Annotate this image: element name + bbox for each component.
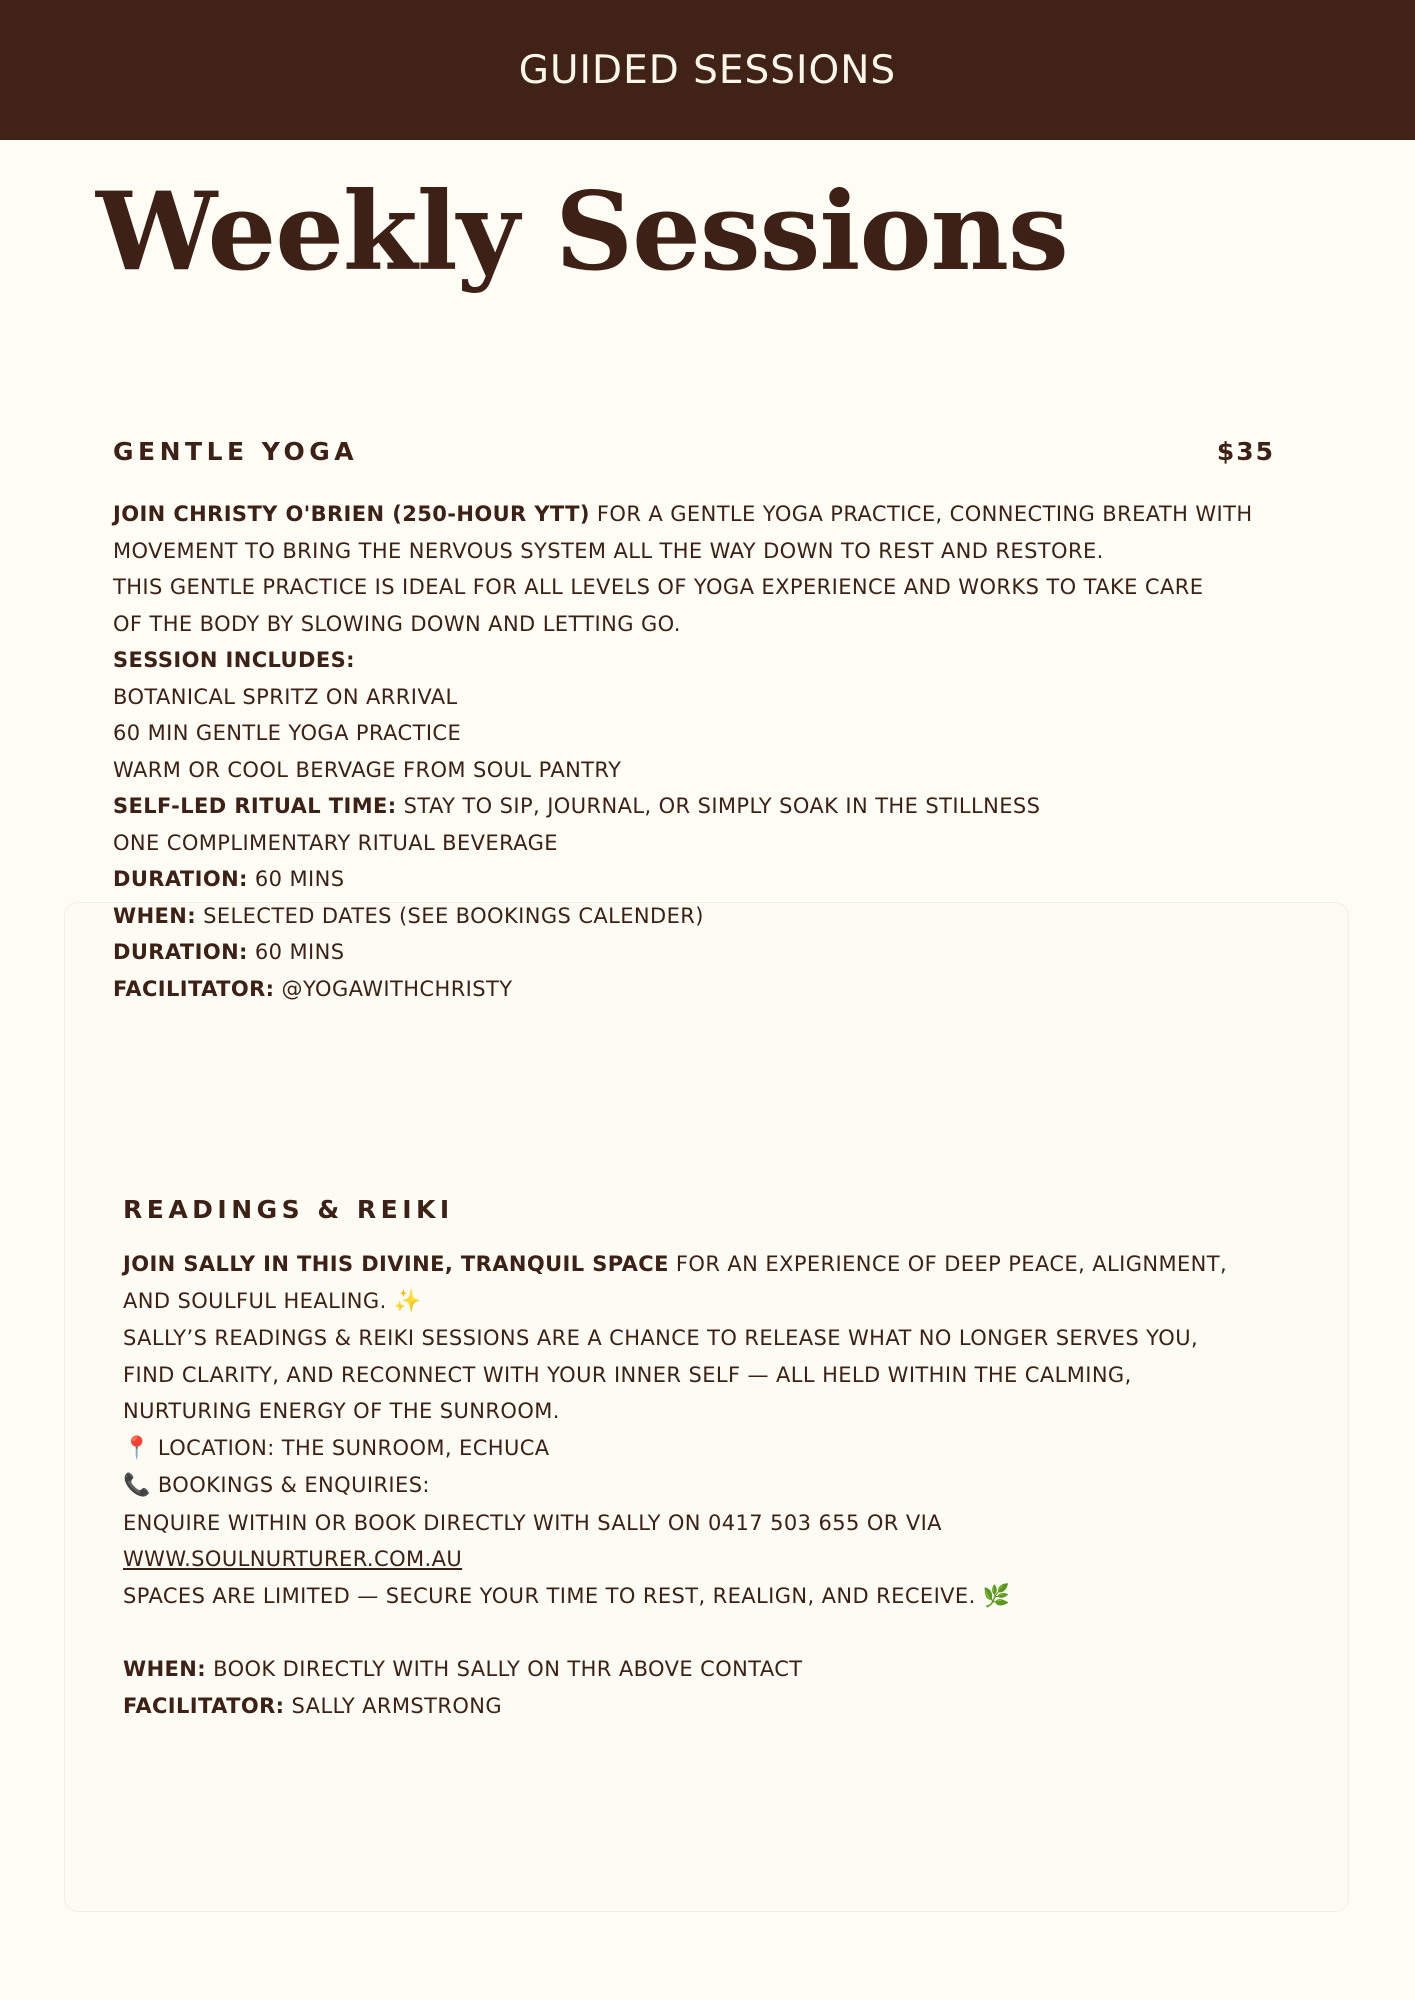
yoga-facilitator-label: FACILITATOR: [113, 976, 275, 1001]
reiki-limited-text: SPACES ARE LIMITED — SECURE YOUR TIME TO REST, REALIGN, AND RECEIVE. [123, 1583, 983, 1608]
reiki-facilitator-line [123, 1688, 1333, 1725]
yoga-ritual-label: SELF-LED RITUAL TIME: [113, 794, 397, 818]
phone-icon: 📞 [123, 1473, 151, 1498]
reiki-title: READINGS & REIKI [123, 1194, 454, 1224]
reiki-when-label: WHEN: [123, 1657, 207, 1681]
yoga-desc-line-1: THIS GENTLE PRACTICE IS IDEAL FOR ALL LEVELS OF YOGA EXPERIENCE AND WORKS TO TAKE CARE [113, 575, 1204, 599]
reiki-when-line [123, 1651, 1333, 1688]
reiki-website-line [123, 1541, 1333, 1578]
reiki-header [123, 1190, 1333, 1230]
gentle-yoga-title: GENTLE YOGA [113, 436, 359, 466]
yoga-include-item: BOTANICAL SPRITZ ON ARRIVAL [113, 684, 458, 709]
reiki-intro-rest: FOR AN EXPERIENCE OF DEEP PEACE, ALIGNMENT, [668, 1252, 1228, 1276]
top-banner [0, 0, 1415, 140]
reiki-facilitator-label: FACILITATOR: [123, 1693, 285, 1718]
banner-title: GUIDED SESSIONS [518, 47, 897, 93]
reiki-desc-line-3: NURTURING ENERGY OF THE SUNROOM. [123, 1399, 560, 1423]
yoga-facilitator-line [113, 971, 1333, 1008]
yoga-include-item: 60 MIN GENTLE YOGA PRACTICE [113, 721, 462, 745]
reiki-intro-bold: JOIN SALLY IN THIS DIVINE, TRANQUIL SPACE [123, 1252, 669, 1276]
yoga-duration-line [113, 861, 1333, 898]
reiki-bookings-label: BOOKINGS & ENQUIRIES: [150, 1473, 430, 1497]
yoga-facilitator-value[interactable]: @YOGAWITHCHRISTY [274, 976, 513, 1001]
yoga-ritual-value: STAY TO SIP, JOURNAL, OR SIMPLY SOAK IN THE STILLNESS [396, 794, 1041, 818]
leaf-icon: 🌿 [982, 1583, 1011, 1609]
yoga-duration-value: 60 MINS [247, 867, 345, 891]
yoga-includes-label: SESSION INCLUDES: [113, 648, 355, 672]
yoga-include-item: WARM OR COOL BERVAGE FROM SOUL PANTRY [113, 757, 622, 782]
reiki-location: LOCATION: THE SUNROOM, ECHUCA [150, 1435, 550, 1460]
website-link[interactable]: WWW.SOULNURTURER.COM.AU [123, 1547, 463, 1571]
yoga-duration-label: DURATION: [113, 867, 248, 891]
yoga-when-label: WHEN: [113, 903, 197, 928]
yoga-complimentary: ONE COMPLIMENTARY RITUAL BEVERAGE [113, 830, 558, 855]
location-pin-icon: 📍 [123, 1435, 151, 1461]
yoga-duration2-value: 60 MINS [247, 940, 345, 964]
yoga-duration2-label: DURATION: [113, 940, 248, 964]
readings-reiki-section [123, 1190, 1333, 1724]
reiki-intro-line-2-text: AND SOULFUL HEALING. [123, 1288, 394, 1313]
yoga-desc-line-2: OF THE BODY BY SLOWING DOWN AND LETTING GO. [113, 611, 681, 636]
yoga-when-line [113, 898, 1333, 935]
sparkle-icon: ✨ [393, 1288, 422, 1314]
yoga-intro-rest: FOR A GENTLE YOGA PRACTICE, CONNECTING BREATH WITH [589, 502, 1253, 526]
reiki-facilitator-value: SALLY ARMSTRONG [284, 1693, 503, 1718]
reiki-bookings-line [123, 1467, 1333, 1505]
reiki-enquire-line: ENQUIRE WITHIN OR BOOK DIRECTLY WITH SALLY ON 0417 503 655 OR VIA [123, 1510, 942, 1535]
reiki-location-line [123, 1430, 1333, 1468]
yoga-duration2-line [113, 934, 1333, 971]
gentle-yoga-section [113, 432, 1333, 1007]
gentle-yoga-header [113, 432, 1275, 472]
spacer [123, 1615, 1333, 1651]
reiki-desc-line-2: FIND CLARITY, AND RECONNECT WITH YOUR INNER SELF — ALL HELD WITHIN THE CALMING, [123, 1362, 1132, 1387]
reiki-intro-line-2 [123, 1283, 1333, 1321]
page-title: Weekly Sessions [96, 169, 1068, 295]
reiki-limited-line [123, 1578, 1333, 1616]
yoga-ritual-line [113, 788, 1333, 825]
reiki-desc-line-1: SALLY’S READINGS & REIKI SESSIONS ARE A CHANCE TO RELEASE WHAT NO LONGER SERVES YOU, [123, 1326, 1199, 1350]
gentle-yoga-price: $35 [1216, 436, 1275, 466]
yoga-intro-bold: JOIN CHRISTY O'BRIEN (250-HOUR YTT) [113, 502, 590, 526]
yoga-intro-line-1 [113, 496, 1333, 533]
reiki-when-value: BOOK DIRECTLY WITH SALLY ON THR ABOVE CONTACT [206, 1657, 803, 1681]
yoga-intro-line-2: MOVEMENT TO BRING THE NERVOUS SYSTEM ALL THE WAY DOWN TO REST AND RESTORE. [113, 538, 1104, 563]
reiki-intro-line-1 [123, 1246, 1333, 1283]
yoga-when-value: SELECTED DATES (SEE BOOKINGS CALENDER) [196, 903, 704, 928]
